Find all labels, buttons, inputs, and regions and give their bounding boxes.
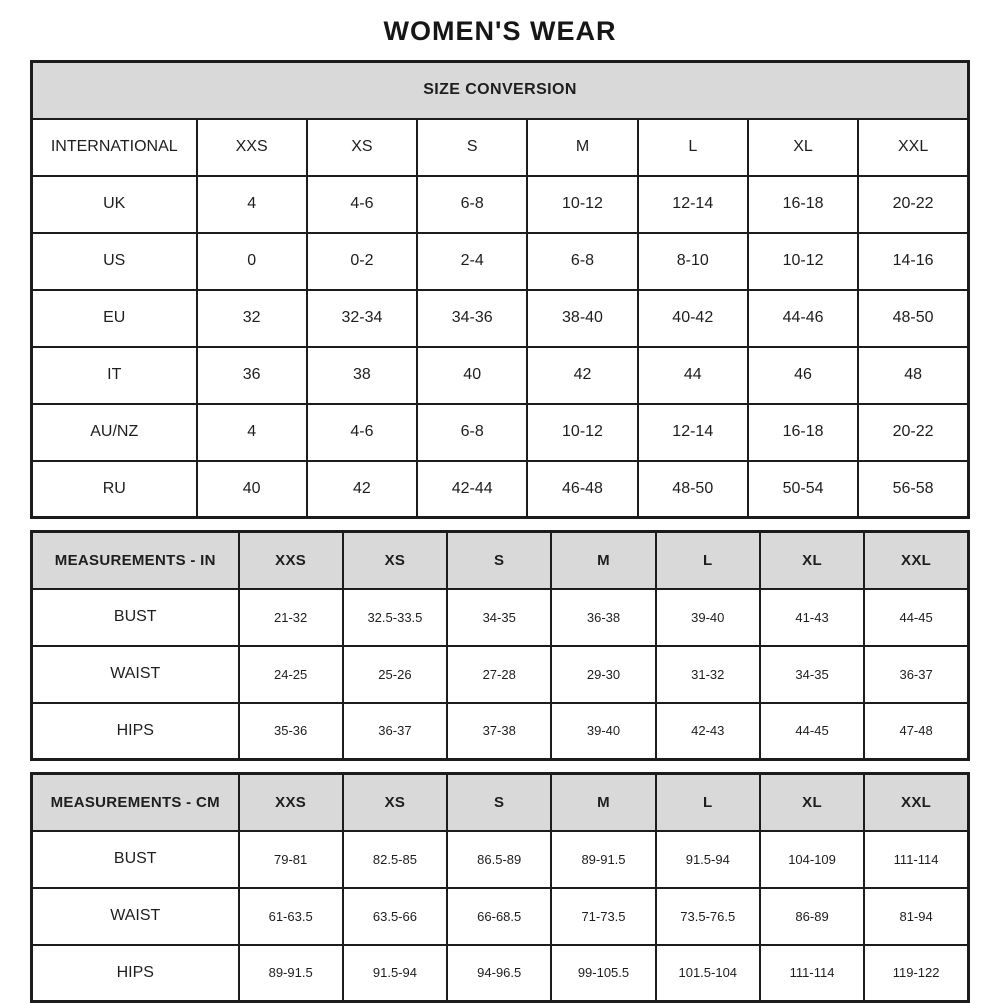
value-cell: 34-35 (447, 589, 551, 646)
value-cell: 38-40 (527, 290, 637, 347)
value-cell: 44-45 (864, 589, 968, 646)
size-guide-sheet (30, 0, 970, 1003)
value-cell: 29-30 (551, 646, 655, 703)
table-row (32, 290, 969, 347)
value-cell: 101.5-104 (656, 945, 760, 1002)
value-cell: 40-42 (638, 290, 748, 347)
table-row (32, 945, 969, 1002)
value-cell: 99-105.5 (551, 945, 655, 1002)
row-label: EU (32, 290, 197, 347)
size-column-header: XL (760, 532, 864, 589)
value-cell: 56-58 (858, 461, 968, 518)
row-label: UK (32, 176, 197, 233)
size-column-header: XXL (858, 119, 968, 176)
value-cell: 6-8 (417, 176, 527, 233)
value-cell: 46-48 (527, 461, 637, 518)
value-cell: 36-37 (864, 646, 968, 703)
size-column-header: M (551, 774, 655, 831)
size-column-header: XL (748, 119, 858, 176)
row-label: US (32, 233, 197, 290)
value-cell: 48-50 (638, 461, 748, 518)
value-cell: 44-45 (760, 703, 864, 760)
value-cell: 111-114 (760, 945, 864, 1002)
size-column-header: XXS (239, 532, 343, 589)
row-label: WAIST (32, 888, 239, 945)
size-column-header: XXL (864, 532, 968, 589)
value-cell: 48-50 (858, 290, 968, 347)
size-column-header: XL (760, 774, 864, 831)
value-cell: 12-14 (638, 176, 748, 233)
size-column-header: S (447, 774, 551, 831)
table-row (32, 176, 969, 233)
value-cell: 42 (527, 347, 637, 404)
value-cell: 2-4 (417, 233, 527, 290)
value-cell: 4 (197, 176, 307, 233)
size-column-header: S (447, 532, 551, 589)
value-cell: 4-6 (307, 404, 417, 461)
size-column-header: M (527, 119, 637, 176)
size-column-header: M (551, 532, 655, 589)
value-cell: 40 (197, 461, 307, 518)
value-cell: 25-26 (343, 646, 447, 703)
row-label: IT (32, 347, 197, 404)
value-cell: 82.5-85 (343, 831, 447, 888)
value-cell: 34-36 (417, 290, 527, 347)
value-cell: 89-91.5 (551, 831, 655, 888)
size-column-header: XS (343, 532, 447, 589)
value-cell: 71-73.5 (551, 888, 655, 945)
row-label: HIPS (32, 703, 239, 760)
value-cell: 89-91.5 (239, 945, 343, 1002)
value-cell: 91.5-94 (656, 831, 760, 888)
value-cell: 81-94 (864, 888, 968, 945)
value-cell: 42 (307, 461, 417, 518)
measurements-in-header-row (32, 532, 969, 589)
table-row (32, 347, 969, 404)
row-label: BUST (32, 589, 239, 646)
value-cell: 4-6 (307, 176, 417, 233)
value-cell: 0 (197, 233, 307, 290)
value-cell: 73.5-76.5 (656, 888, 760, 945)
size-column-header: L (656, 774, 760, 831)
row-header-label: INTERNATIONAL (32, 119, 197, 176)
value-cell: 119-122 (864, 945, 968, 1002)
measurements-cm-table (30, 772, 970, 1003)
value-cell: 91.5-94 (343, 945, 447, 1002)
value-cell: 104-109 (760, 831, 864, 888)
value-cell: 20-22 (858, 404, 968, 461)
value-cell: 86-89 (760, 888, 864, 945)
value-cell: 37-38 (447, 703, 551, 760)
value-cell: 40 (417, 347, 527, 404)
row-label: RU (32, 461, 197, 518)
value-cell: 20-22 (858, 176, 968, 233)
value-cell: 32 (197, 290, 307, 347)
size-column-header: L (638, 119, 748, 176)
value-cell: 32-34 (307, 290, 417, 347)
value-cell: 44 (638, 347, 748, 404)
value-cell: 27-28 (447, 646, 551, 703)
row-label: AU/NZ (32, 404, 197, 461)
size-conversion-header-row (32, 119, 969, 176)
value-cell: 6-8 (527, 233, 637, 290)
size-column-header: XS (307, 119, 417, 176)
value-cell: 10-12 (527, 176, 637, 233)
row-header-label: MEASUREMENTS - CM (32, 774, 239, 831)
size-conversion-banner-row (32, 62, 969, 119)
value-cell: 94-96.5 (447, 945, 551, 1002)
value-cell: 31-32 (656, 646, 760, 703)
table-row (32, 646, 969, 703)
value-cell: 42-44 (417, 461, 527, 518)
row-label: WAIST (32, 646, 239, 703)
value-cell: 39-40 (656, 589, 760, 646)
value-cell: 63.5-66 (343, 888, 447, 945)
value-cell: 24-25 (239, 646, 343, 703)
value-cell: 8-10 (638, 233, 748, 290)
value-cell: 111-114 (864, 831, 968, 888)
table-row (32, 233, 969, 290)
value-cell: 46 (748, 347, 858, 404)
size-column-header: XXS (239, 774, 343, 831)
value-cell: 12-14 (638, 404, 748, 461)
value-cell: 10-12 (527, 404, 637, 461)
table-row (32, 589, 969, 646)
value-cell: 35-36 (239, 703, 343, 760)
table-row (32, 703, 969, 760)
row-label: BUST (32, 831, 239, 888)
measurements-in-table (30, 530, 970, 761)
value-cell: 79-81 (239, 831, 343, 888)
value-cell: 44-46 (748, 290, 858, 347)
value-cell: 47-48 (864, 703, 968, 760)
page-title: WOMEN'S WEAR (383, 16, 617, 46)
measurements-cm-header-row (32, 774, 969, 831)
size-column-header: XXL (864, 774, 968, 831)
value-cell: 50-54 (748, 461, 858, 518)
size-conversion-banner: SIZE CONVERSION (32, 62, 969, 119)
value-cell: 48 (858, 347, 968, 404)
value-cell: 39-40 (551, 703, 655, 760)
value-cell: 4 (197, 404, 307, 461)
value-cell: 10-12 (748, 233, 858, 290)
value-cell: 16-18 (748, 404, 858, 461)
value-cell: 86.5-89 (447, 831, 551, 888)
row-header-label: MEASUREMENTS - IN (32, 532, 239, 589)
value-cell: 38 (307, 347, 417, 404)
table-row (32, 461, 969, 518)
value-cell: 66-68.5 (447, 888, 551, 945)
value-cell: 32.5-33.5 (343, 589, 447, 646)
value-cell: 34-35 (760, 646, 864, 703)
size-column-header: XS (343, 774, 447, 831)
value-cell: 36 (197, 347, 307, 404)
value-cell: 36-38 (551, 589, 655, 646)
value-cell: 42-43 (656, 703, 760, 760)
value-cell: 41-43 (760, 589, 864, 646)
size-column-header: XXS (197, 119, 307, 176)
value-cell: 16-18 (748, 176, 858, 233)
table-row (32, 404, 969, 461)
size-column-header: L (656, 532, 760, 589)
size-column-header: S (417, 119, 527, 176)
value-cell: 6-8 (417, 404, 527, 461)
value-cell: 61-63.5 (239, 888, 343, 945)
value-cell: 21-32 (239, 589, 343, 646)
size-conversion-table (30, 60, 970, 519)
value-cell: 36-37 (343, 703, 447, 760)
table-row (32, 888, 969, 945)
table-row (32, 831, 969, 888)
value-cell: 14-16 (858, 233, 968, 290)
value-cell: 0-2 (307, 233, 417, 290)
row-label: HIPS (32, 945, 239, 1002)
